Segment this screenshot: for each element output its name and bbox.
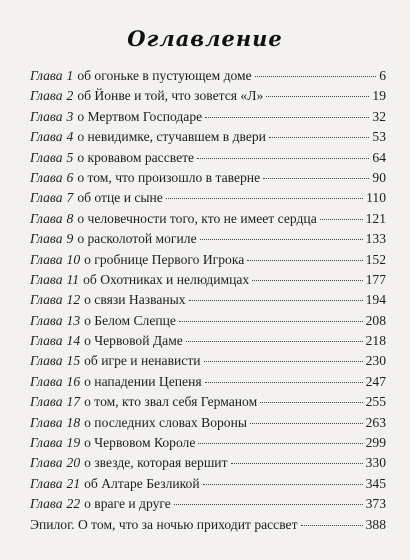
toc-entry[interactable] bbox=[30, 311, 386, 331]
chapter-number: 10 bbox=[66, 251, 81, 267]
page-number: 230 bbox=[365, 353, 386, 369]
chapter-number: 12 bbox=[66, 292, 81, 308]
toc-entry[interactable] bbox=[30, 229, 386, 249]
chapter-number: 7 bbox=[66, 190, 74, 206]
chapter-title: об отце и сыне bbox=[77, 190, 163, 206]
leader-dots bbox=[301, 524, 363, 526]
chapter-title: об Йонве и той, что зовется «Л» bbox=[77, 88, 264, 104]
chapter-label: Глава bbox=[30, 373, 63, 389]
chapter-label: Глава bbox=[30, 108, 63, 124]
chapter-label: Глава bbox=[30, 292, 63, 308]
page-number: 345 bbox=[365, 475, 386, 491]
toc-entry[interactable] bbox=[30, 290, 386, 310]
page-number: 133 bbox=[365, 231, 386, 247]
chapter-number: 6 bbox=[66, 169, 74, 185]
chapter-label: Глава bbox=[30, 210, 63, 226]
toc-entry[interactable] bbox=[30, 86, 386, 106]
toc-entry[interactable] bbox=[30, 372, 386, 392]
toc-entries bbox=[30, 66, 386, 515]
leader-dots bbox=[179, 320, 363, 322]
leader-dots bbox=[266, 95, 369, 97]
toc-entry[interactable] bbox=[30, 66, 386, 86]
page-number: 32 bbox=[372, 108, 386, 124]
page-number: 53 bbox=[372, 129, 386, 145]
chapter-title: о том, кто звал себя Германом bbox=[84, 394, 258, 410]
chapter-title: о человечности того, кто не имеет сердца bbox=[77, 210, 317, 226]
chapter-number: 2 bbox=[66, 88, 74, 104]
page-number: 152 bbox=[365, 251, 386, 267]
chapter-number: 19 bbox=[66, 435, 81, 451]
leader-dots bbox=[205, 116, 369, 118]
toc-entry[interactable] bbox=[30, 392, 386, 412]
chapter-label: Глава bbox=[30, 333, 63, 349]
chapter-number: 13 bbox=[66, 312, 81, 328]
toc-entry[interactable] bbox=[30, 494, 386, 514]
chapter-number: 11 bbox=[66, 271, 80, 287]
toc-entry[interactable] bbox=[30, 148, 386, 168]
chapter-label: Глава bbox=[30, 435, 63, 451]
chapter-title: о враге и друге bbox=[84, 496, 171, 512]
page-number: 373 bbox=[365, 496, 386, 512]
toc-entry-epilog[interactable] bbox=[30, 515, 386, 535]
chapter-title: о Червовом Короле bbox=[84, 435, 196, 451]
chapter-title: о невидимке, стучавшем в двери bbox=[77, 129, 266, 145]
chapter-label: Глава bbox=[30, 169, 63, 185]
page-number: 90 bbox=[372, 169, 386, 185]
page-number: 299 bbox=[365, 435, 386, 451]
page-number: 194 bbox=[365, 292, 386, 308]
toc-entry[interactable] bbox=[30, 127, 386, 147]
leader-dots bbox=[260, 401, 362, 403]
chapter-number: 16 bbox=[66, 373, 81, 389]
chapter-number: 3 bbox=[66, 108, 74, 124]
chapter-number: 20 bbox=[66, 455, 81, 471]
chapter-number: 21 bbox=[66, 475, 81, 491]
page-number: 110 bbox=[366, 190, 386, 206]
chapter-number: 18 bbox=[66, 414, 81, 430]
chapter-label: Глава bbox=[30, 394, 63, 410]
chapter-title: о последних словах Вороны bbox=[84, 414, 247, 430]
chapter-number: 14 bbox=[66, 333, 81, 349]
chapter-number: 4 bbox=[66, 129, 74, 145]
chapter-title: об огоньке в пустующем доме bbox=[77, 68, 252, 83]
page-number: 263 bbox=[365, 414, 386, 430]
leader-dots bbox=[231, 462, 363, 464]
toc-entry[interactable] bbox=[30, 351, 386, 371]
leader-dots bbox=[198, 442, 362, 444]
page-number: 64 bbox=[372, 149, 386, 165]
leader-dots bbox=[203, 483, 363, 485]
toc-entry[interactable] bbox=[30, 188, 386, 208]
chapter-label: Глава bbox=[30, 455, 63, 471]
page-number: 247 bbox=[365, 373, 386, 389]
page-title: Оглавление bbox=[127, 26, 283, 51]
chapter-title: об Алтаре Безликой bbox=[84, 475, 200, 491]
chapter-label: Глава bbox=[30, 251, 63, 267]
toc-entry[interactable] bbox=[30, 433, 386, 453]
chapter-title: о гробнице Первого Игрока bbox=[84, 251, 245, 267]
chapter-label: Глава bbox=[30, 88, 63, 104]
page-number: 121 bbox=[365, 210, 386, 226]
chapter-title: о Мертвом Господаре bbox=[77, 108, 203, 124]
leader-dots bbox=[269, 136, 369, 138]
leader-dots bbox=[204, 360, 363, 362]
toc-entry[interactable] bbox=[30, 453, 386, 473]
chapter-label: Глава bbox=[30, 312, 63, 328]
toc-entry[interactable] bbox=[30, 107, 386, 127]
chapter-number: 17 bbox=[66, 394, 81, 410]
chapter-title: о том, что произошло в таверне bbox=[77, 169, 261, 185]
chapter-title: о Червовой Даме bbox=[84, 333, 183, 349]
leader-dots bbox=[252, 279, 362, 281]
leader-dots bbox=[250, 422, 363, 424]
toc-entry[interactable] bbox=[30, 270, 386, 290]
chapter-title: о связи Названых bbox=[84, 292, 186, 308]
page-number: 218 bbox=[365, 333, 386, 349]
chapter-label: Глава bbox=[30, 271, 63, 287]
chapter-label: Глава bbox=[30, 496, 63, 512]
chapter-number: 5 bbox=[66, 149, 74, 165]
chapter-label: Глава bbox=[30, 231, 63, 247]
chapter-title: о кровавом рассвете bbox=[77, 149, 195, 165]
chapter-label: Глава bbox=[30, 68, 63, 83]
chapter-number: 8 bbox=[66, 210, 74, 226]
toc-entry[interactable] bbox=[30, 474, 386, 494]
leader-dots bbox=[200, 238, 363, 240]
chapter-title: о нападении Цепеня bbox=[84, 373, 202, 389]
leader-dots bbox=[189, 299, 363, 301]
page-number: 208 bbox=[365, 312, 386, 328]
chapter-number: 15 bbox=[66, 353, 81, 369]
chapter-number: 1 bbox=[66, 68, 74, 83]
epilog-page-number: 388 bbox=[365, 516, 386, 532]
chapter-label: Глава bbox=[30, 190, 63, 206]
leader-dots bbox=[186, 340, 363, 342]
leader-dots bbox=[197, 157, 369, 159]
chapter-title: о Белом Слепце bbox=[84, 312, 176, 328]
toc-entry[interactable] bbox=[30, 413, 386, 433]
leader-dots bbox=[166, 197, 363, 199]
chapter-title: об игре и ненависти bbox=[84, 353, 201, 369]
page-number: 6 bbox=[379, 68, 386, 83]
leader-dots bbox=[320, 218, 363, 220]
toc-entry[interactable] bbox=[30, 209, 386, 229]
leader-dots bbox=[255, 75, 377, 77]
chapter-title: об Охотниках и нелюдимцах bbox=[83, 271, 250, 287]
leader-dots bbox=[263, 177, 369, 179]
chapter-label: Глава bbox=[30, 149, 63, 165]
table-of-contents bbox=[30, 66, 386, 535]
page-number: 19 bbox=[372, 88, 386, 104]
leader-dots bbox=[205, 381, 363, 383]
chapter-number: 22 bbox=[66, 496, 81, 512]
chapter-title: о расколотой могиле bbox=[77, 231, 197, 247]
chapter-label: Глава bbox=[30, 129, 63, 145]
toc-entry[interactable] bbox=[30, 250, 386, 270]
page-number: 330 bbox=[365, 455, 386, 471]
toc-entry[interactable] bbox=[30, 331, 386, 351]
toc-entry[interactable] bbox=[30, 168, 386, 188]
epilog-title: Эпилог. О том, что за ночью приходит рассвет bbox=[30, 516, 298, 532]
leader-dots bbox=[247, 259, 362, 261]
chapter-title: о звезде, которая вершит bbox=[84, 455, 228, 471]
leader-dots bbox=[174, 503, 363, 505]
page-number: 255 bbox=[365, 394, 386, 410]
chapter-number: 9 bbox=[66, 231, 74, 247]
chapter-label: Глава bbox=[30, 414, 63, 430]
chapter-label: Глава bbox=[30, 353, 63, 369]
chapter-label: Глава bbox=[30, 475, 63, 491]
page-number: 177 bbox=[365, 271, 386, 287]
